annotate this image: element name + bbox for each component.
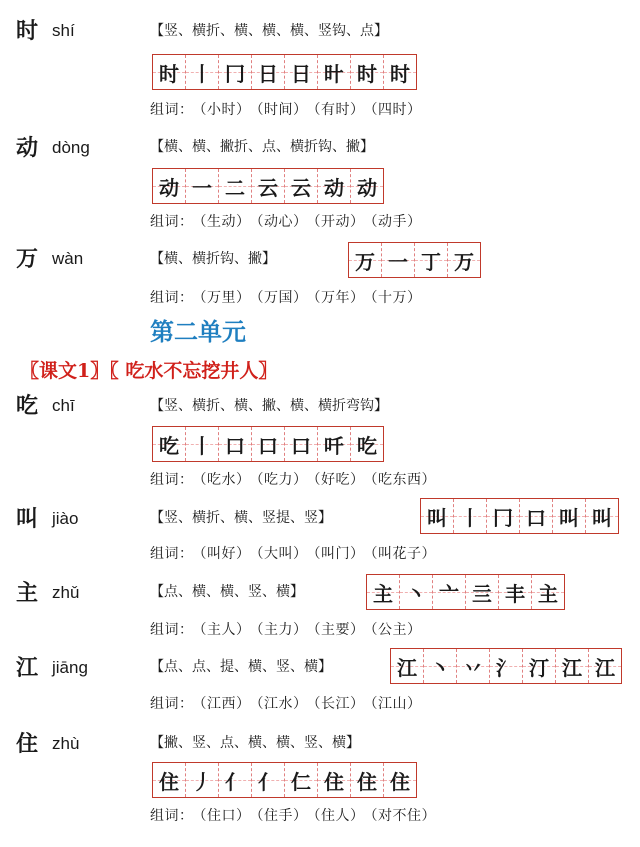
stroke-step: 时 xyxy=(153,55,186,89)
word: （动手） xyxy=(370,214,422,230)
word-prefix: 组词： xyxy=(150,696,194,712)
pinyin: wàn xyxy=(52,249,84,268)
word: （有时） xyxy=(313,102,365,118)
stroke-step: 住 xyxy=(384,763,416,797)
pinyin: chī xyxy=(52,396,75,415)
stroke-step: 丨 xyxy=(454,499,487,533)
stroke-step: 时 xyxy=(351,55,384,89)
word-list xyxy=(150,806,436,826)
word: （时间） xyxy=(256,102,308,118)
stroke-grid xyxy=(390,648,622,684)
word: （江水） xyxy=(256,696,308,712)
word-list xyxy=(150,212,422,232)
word: （主人） xyxy=(199,622,251,638)
stroke-step: 日 xyxy=(285,55,318,89)
pinyin: dòng xyxy=(52,138,90,157)
stroke-step: 丨 xyxy=(186,427,219,461)
stroke-step: 亻 xyxy=(219,763,252,797)
stroke-step: 江 xyxy=(391,649,424,683)
stroke-grid xyxy=(420,498,619,534)
character: 时 xyxy=(16,18,39,44)
word-list xyxy=(150,544,436,564)
word-prefix: 组词： xyxy=(150,808,194,824)
stroke-order: 【竖、横折、横、撇、横、横折弯钩】 xyxy=(150,398,388,414)
word: （十万） xyxy=(370,290,422,306)
word: （吃东西） xyxy=(370,472,436,488)
pinyin: zhù xyxy=(52,734,80,753)
stroke-step: 汀 xyxy=(523,649,556,683)
stroke-step: 一 xyxy=(186,169,219,203)
pinyin: zhǔ xyxy=(52,583,80,602)
word: （长江） xyxy=(313,696,365,712)
stroke-step: 叫 xyxy=(586,499,618,533)
word-prefix: 组词： xyxy=(150,290,194,306)
stroke-grid xyxy=(366,574,565,610)
word-list xyxy=(150,620,422,640)
stroke-step: 云 xyxy=(285,169,318,203)
word: （住人） xyxy=(313,808,365,824)
stroke-step: 主 xyxy=(532,575,564,609)
word: （好吃） xyxy=(313,472,365,488)
pinyin: jiāng xyxy=(52,658,88,677)
stroke-order: 【横、横折钩、撇】 xyxy=(150,251,276,267)
word: （生动） xyxy=(199,214,251,230)
word: （吃力） xyxy=(256,472,308,488)
word-prefix: 组词： xyxy=(150,214,194,230)
stroke-step: 口 xyxy=(252,427,285,461)
stroke-step: 丰 xyxy=(499,575,532,609)
stroke-step: 一 xyxy=(382,243,415,277)
stroke-step: 江 xyxy=(589,649,621,683)
stroke-step: 丶 xyxy=(424,649,457,683)
stroke-step: 冂 xyxy=(487,499,520,533)
word: （公主） xyxy=(370,622,422,638)
stroke-grid xyxy=(152,54,417,90)
stroke-order: 【撇、竖、点、横、横、竖、横】 xyxy=(150,735,360,751)
stroke-step: 口 xyxy=(285,427,318,461)
word: （对不住） xyxy=(370,808,436,824)
word-prefix: 组词： xyxy=(150,622,194,638)
stroke-step: 吀 xyxy=(318,427,351,461)
lesson-title: 〖课文1〗〖 吃水不忘挖井人〗 xyxy=(20,360,278,382)
stroke-step: 住 xyxy=(351,763,384,797)
stroke-step: 旪 xyxy=(318,55,351,89)
character: 叫 xyxy=(16,506,39,532)
character: 住 xyxy=(16,731,39,757)
word: （万国） xyxy=(256,290,308,306)
character: 动 xyxy=(16,135,39,161)
stroke-order: 【横、横、撇折、点、横折钩、撇】 xyxy=(150,139,374,155)
word-prefix: 组词： xyxy=(150,102,194,118)
character: 万 xyxy=(16,246,39,272)
word: （叫门） xyxy=(313,546,365,562)
stroke-step: 口 xyxy=(520,499,553,533)
character: 主 xyxy=(16,580,39,606)
word: （叫花子） xyxy=(370,546,436,562)
pinyin: shí xyxy=(52,21,75,40)
word: （江西） xyxy=(199,696,251,712)
stroke-step: 主 xyxy=(367,575,400,609)
stroke-step: 江 xyxy=(556,649,589,683)
word: （动心） xyxy=(256,214,308,230)
stroke-grid xyxy=(348,242,481,278)
stroke-step: 吃 xyxy=(153,427,186,461)
word: （住口） xyxy=(199,808,251,824)
stroke-grid xyxy=(152,168,384,204)
word-list xyxy=(150,470,436,490)
word: （主力） xyxy=(256,622,308,638)
stroke-step: 亖 xyxy=(466,575,499,609)
word: （住手） xyxy=(256,808,308,824)
stroke-order: 【点、横、横、竖、横】 xyxy=(150,584,304,600)
stroke-step: 动 xyxy=(351,169,383,203)
stroke-step: 万 xyxy=(448,243,480,277)
stroke-step: 万 xyxy=(349,243,382,277)
stroke-step: 丷 xyxy=(457,649,490,683)
character: 江 xyxy=(16,655,39,681)
stroke-step: 吃 xyxy=(351,427,383,461)
unit-title: 第二单元 xyxy=(150,317,246,346)
stroke-step: 动 xyxy=(318,169,351,203)
stroke-step: 口 xyxy=(219,427,252,461)
stroke-step: 氵 xyxy=(490,649,523,683)
character: 吃 xyxy=(16,393,39,419)
word-list xyxy=(150,288,422,308)
word: （开动） xyxy=(313,214,365,230)
stroke-step: 丶 xyxy=(400,575,433,609)
word: （四时） xyxy=(370,102,422,118)
stroke-step: 亠 xyxy=(433,575,466,609)
stroke-order: 【竖、横折、横、横、横、竖钩、点】 xyxy=(150,23,388,39)
word: （叫好） xyxy=(199,546,251,562)
word: （主要） xyxy=(313,622,365,638)
word: （江山） xyxy=(370,696,422,712)
stroke-step: 云 xyxy=(252,169,285,203)
stroke-step: 丨 xyxy=(186,55,219,89)
word: （万里） xyxy=(199,290,251,306)
stroke-step: 丁 xyxy=(415,243,448,277)
pinyin: jiào xyxy=(52,509,79,528)
stroke-grid xyxy=(152,426,384,462)
stroke-step: 亻 xyxy=(252,763,285,797)
word-list xyxy=(150,694,422,714)
stroke-step: 冂 xyxy=(219,55,252,89)
stroke-order: 【点、点、提、横、竖、横】 xyxy=(150,659,332,675)
stroke-step: 叫 xyxy=(421,499,454,533)
word: （万年） xyxy=(313,290,365,306)
word: （吃水） xyxy=(199,472,251,488)
stroke-step: 丿 xyxy=(186,763,219,797)
stroke-step: 住 xyxy=(318,763,351,797)
word-prefix: 组词： xyxy=(150,472,194,488)
word: （小时） xyxy=(199,102,251,118)
stroke-step: 叫 xyxy=(553,499,586,533)
stroke-order: 【竖、横折、横、竖提、竖】 xyxy=(150,510,332,526)
word: （大叫） xyxy=(256,546,308,562)
stroke-step: 动 xyxy=(153,169,186,203)
stroke-grid xyxy=(152,762,417,798)
stroke-step: 时 xyxy=(384,55,416,89)
stroke-step: 日 xyxy=(252,55,285,89)
stroke-step: 仁 xyxy=(285,763,318,797)
word-prefix: 组词： xyxy=(150,546,194,562)
stroke-step: 住 xyxy=(153,763,186,797)
word-list xyxy=(150,100,422,120)
stroke-step: 二 xyxy=(219,169,252,203)
